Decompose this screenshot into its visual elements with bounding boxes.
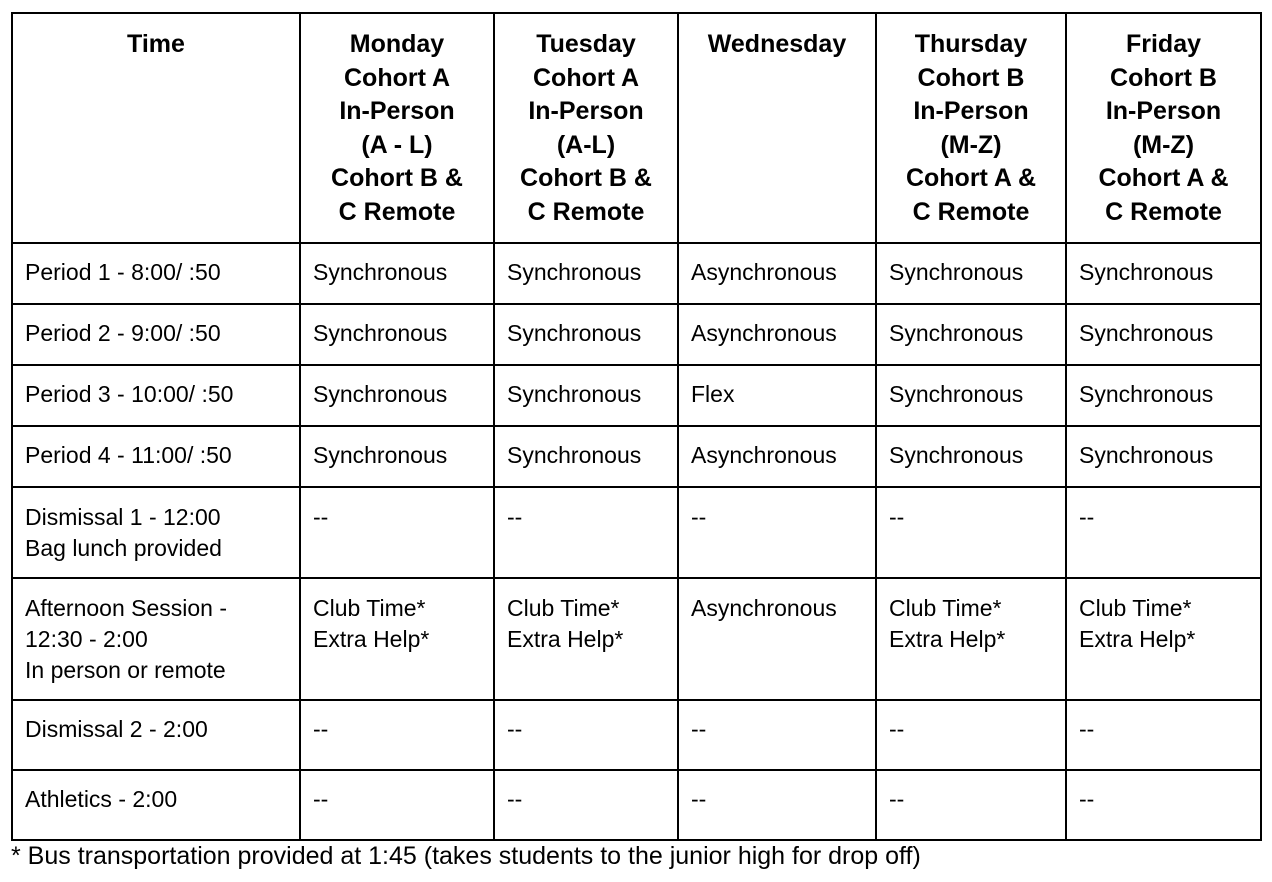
- cell-line: Club Time*: [507, 595, 620, 621]
- cell-line: Afternoon Session -: [25, 595, 228, 621]
- table-row: [12, 304, 1261, 365]
- header-line: Time: [127, 30, 185, 58]
- cell-line: Asynchronous: [691, 442, 837, 468]
- cell-line: Synchronous: [507, 381, 642, 407]
- cell-line: Period 1 - 8:00/ :50: [25, 259, 221, 285]
- header-line: (A-L): [556, 130, 616, 159]
- table-row: [12, 578, 1261, 700]
- schedule-cell: [678, 578, 876, 700]
- cell-line: Synchronous: [313, 381, 448, 407]
- header-line: In-Person: [528, 97, 644, 125]
- header-line: In-Person: [1105, 97, 1222, 125]
- cell-line: Extra Help*: [889, 626, 1006, 652]
- schedule-cell: [876, 243, 1066, 304]
- cell-line: Synchronous: [313, 259, 448, 285]
- time-cell: [12, 365, 300, 426]
- schedule-cell: [678, 426, 876, 487]
- cell-line: --: [313, 716, 329, 742]
- cell-line: Period 4 - 11:00/ :50: [25, 442, 232, 468]
- schedule-cell: [300, 365, 494, 426]
- header-line: Cohort A: [344, 63, 450, 92]
- schedule-cell: [1066, 578, 1261, 700]
- cell-line: --: [313, 786, 329, 812]
- header-line: Thursday: [914, 30, 1028, 58]
- schedule-cell: [494, 487, 678, 578]
- header-line: (A - L): [361, 130, 433, 159]
- schedule-cell: [494, 365, 678, 426]
- header-monday: [300, 13, 494, 243]
- cell-line: --: [691, 716, 707, 742]
- header-line: Tuesday: [536, 30, 636, 58]
- cell-line: Period 2 - 9:00/ :50: [25, 320, 221, 346]
- table-row: [12, 487, 1261, 578]
- schedule-cell: [300, 304, 494, 365]
- header-line: Wednesday: [707, 30, 847, 58]
- time-cell: [12, 243, 300, 304]
- schedule-cell: [300, 426, 494, 487]
- cell-line: Flex: [691, 381, 735, 407]
- header-line: Cohort B: [1110, 63, 1217, 92]
- schedule-cell: [1066, 365, 1261, 426]
- cell-line: --: [889, 786, 905, 812]
- table-row: [12, 243, 1261, 304]
- cell-line: Extra Help*: [1079, 626, 1196, 652]
- time-cell: [12, 426, 300, 487]
- header-line: In-Person: [913, 97, 1029, 125]
- cell-line: Athletics - 2:00: [25, 786, 178, 812]
- header-line: Monday: [349, 30, 445, 58]
- schedule-cell: [1066, 770, 1261, 840]
- cell-line: Extra Help*: [313, 626, 430, 652]
- cell-line: Synchronous: [507, 259, 642, 285]
- cell-line: Synchronous: [507, 320, 642, 346]
- schedule-cell: [494, 426, 678, 487]
- header-time: [12, 13, 300, 243]
- cell-line: Dismissal 2 - 2:00: [25, 716, 208, 742]
- footnote: * Bus transportation provided at 1:45 (takes students to the junior high for drop off): [11, 842, 921, 870]
- header-line: Cohort A &: [905, 164, 1037, 192]
- cell-line: Synchronous: [1079, 259, 1214, 285]
- schedule-cell: [300, 578, 494, 700]
- cell-line: --: [507, 716, 523, 742]
- schedule-cell: [876, 700, 1066, 770]
- schedule-cell: [300, 487, 494, 578]
- cell-line: Synchronous: [889, 381, 1024, 407]
- cell-line: Asynchronous: [691, 320, 837, 346]
- header-line: C Remote: [527, 197, 645, 226]
- header-wednesday: [678, 13, 876, 243]
- header-line: In-Person: [339, 97, 455, 125]
- schedule-cell: [876, 426, 1066, 487]
- cell-line: Asynchronous: [691, 595, 837, 621]
- cell-line: Synchronous: [1079, 442, 1214, 468]
- header-line: C Remote: [338, 197, 456, 226]
- cell-line: Extra Help*: [507, 626, 624, 652]
- header-line: Cohort A &: [1098, 164, 1229, 192]
- schedule-cell: [678, 304, 876, 365]
- header-line: C Remote: [1105, 197, 1222, 226]
- header-line: (M-Z): [940, 130, 1002, 159]
- cell-line: Club Time*: [313, 595, 426, 621]
- schedule-cell: [1066, 304, 1261, 365]
- cell-line: --: [1079, 504, 1095, 530]
- schedule-cell: [494, 770, 678, 840]
- cell-line: Bag lunch provided: [25, 535, 222, 561]
- schedule-cell: [876, 578, 1066, 700]
- cell-line: --: [691, 504, 707, 530]
- schedule-cell: [1066, 487, 1261, 578]
- schedule-cell: [678, 700, 876, 770]
- schedule-cell: [678, 365, 876, 426]
- cell-line: Club Time*: [1079, 595, 1192, 621]
- header-line: (M-Z): [1132, 130, 1195, 159]
- cell-line: Synchronous: [1079, 320, 1214, 346]
- schedule-cell: [1066, 243, 1261, 304]
- cell-line: Synchronous: [507, 442, 642, 468]
- header-tuesday: [494, 13, 678, 243]
- table-row: [12, 700, 1261, 770]
- schedule-cell: [300, 243, 494, 304]
- schedule-cell: [876, 365, 1066, 426]
- schedule-cell: [678, 487, 876, 578]
- schedule-cell: [1066, 426, 1261, 487]
- time-cell: [12, 700, 300, 770]
- schedule-cell: [678, 770, 876, 840]
- cell-line: --: [507, 786, 523, 812]
- cell-line: Period 3 - 10:00/ :50: [25, 381, 234, 407]
- time-cell: [12, 770, 300, 840]
- schedule-cell: [494, 700, 678, 770]
- schedule-cell: [300, 770, 494, 840]
- schedule-cell: [494, 578, 678, 700]
- time-cell: [12, 487, 300, 578]
- cell-line: --: [1079, 786, 1095, 812]
- cell-line: 12:30 - 2:00: [25, 626, 148, 652]
- cell-line: --: [691, 786, 707, 812]
- schedule-cell: [494, 243, 678, 304]
- cell-line: Club Time*: [889, 595, 1002, 621]
- header-line: Cohort A: [533, 63, 639, 92]
- schedule-cell: [300, 700, 494, 770]
- header-line: Cohort B: [917, 63, 1025, 92]
- cell-line: Dismissal 1 - 12:00: [25, 504, 221, 530]
- table-row: [12, 770, 1261, 840]
- cell-line: --: [313, 504, 329, 530]
- cell-line: Synchronous: [889, 259, 1024, 285]
- schedule-cell: [494, 304, 678, 365]
- cell-line: In person or remote: [25, 657, 226, 683]
- table-row: [12, 426, 1261, 487]
- header-line: Cohort B &: [520, 164, 652, 192]
- cell-line: --: [1079, 716, 1095, 742]
- schedule-table: [11, 12, 1262, 841]
- header-friday: [1066, 13, 1261, 243]
- header-line: Friday: [1125, 30, 1202, 58]
- cell-line: Synchronous: [313, 320, 448, 346]
- time-cell: [12, 304, 300, 365]
- table-row: [12, 365, 1261, 426]
- schedule-cell: [678, 243, 876, 304]
- schedule-cell: [1066, 700, 1261, 770]
- cell-line: Synchronous: [889, 442, 1024, 468]
- schedule-cell: [876, 304, 1066, 365]
- cell-line: Synchronous: [1079, 381, 1214, 407]
- cell-line: Synchronous: [313, 442, 448, 468]
- schedule-cell: [876, 770, 1066, 840]
- time-cell: [12, 578, 300, 700]
- header-line: Cohort B &: [331, 164, 463, 192]
- cell-line: --: [889, 716, 905, 742]
- cell-line: --: [507, 504, 523, 530]
- schedule-cell: [876, 487, 1066, 578]
- header-thursday: [876, 13, 1066, 243]
- cell-line: Synchronous: [889, 320, 1024, 346]
- header-line: C Remote: [912, 197, 1030, 226]
- cell-line: --: [889, 504, 905, 530]
- cell-line: Asynchronous: [691, 259, 837, 285]
- header-row: [12, 13, 1261, 243]
